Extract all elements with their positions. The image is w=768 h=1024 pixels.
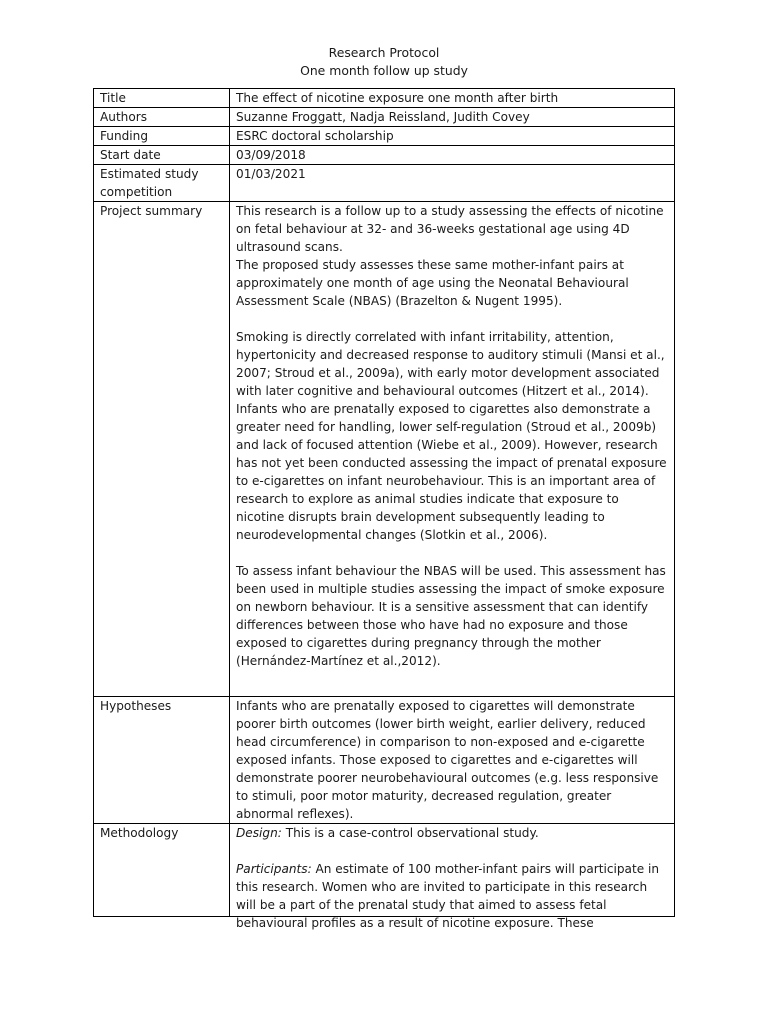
row-label: Methodology <box>94 824 230 917</box>
row-value: The effect of nicotine exposure one month after birth <box>230 89 675 108</box>
participants-text: An estimate of 100 mother-infant pairs will participate in this research. Women who are invited to participate in this research will be a part of the prenatal study that aimed to assess fetal behavioural profiles as a result of nicotine exposure. These <box>236 862 660 930</box>
row-label: Title <box>94 89 230 108</box>
row-value: Suzanne Froggatt, Nadja Reissland, Judith Covey <box>230 108 675 127</box>
participants-label: Participants: <box>236 862 312 876</box>
summary-paragraph-4: To assess infant behaviour the NBAS will be used. This assessment has been used in multiple studies assessing the impact of smoke exposure on newborn behaviour. It is a sensitive assessment that can identify differences between those who have had no exposure and those exposed to cigarettes during pregnancy through the mother (Hernández-Martínez et al.,2012). <box>236 564 666 668</box>
row-value: 03/09/2018 <box>230 146 675 165</box>
row-label: Hypotheses <box>94 697 230 824</box>
table-row-funding <box>94 127 675 146</box>
document-title <box>0 44 768 80</box>
row-label: Project summary <box>94 202 230 697</box>
table-row-hypotheses <box>94 697 675 824</box>
row-label: Authors <box>94 108 230 127</box>
table-row-estimated-completion <box>94 165 675 202</box>
summary-paragraph-3: Smoking is directly correlated with infant irritability, attention, hypertonicity and decreased response to auditory stimuli (Mansi et al., 2007; Stroud et al., 2009a), with early motor development associated with later cognitive and behavioural outcomes (Hitzert et al., 2014). Infants who are prenatally exposed to cigarettes also demonstrate a greater need for handling, lower self-regulation (Stroud et al., 2009b) and lack of focused attention (Wiebe et al., 2009). However, research has not yet been conducted assessing the impact of prenatal exposure to e-cigarettes on infant neurobehaviour. This is an important area of research to explore as animal studies indicate that exposure to nicotine disrupts brain development subsequently leading to neurodevelopmental changes (Slotkin et al., 2006). <box>236 330 667 542</box>
design-label: Design: <box>236 826 282 840</box>
row-value: Infants who are prenatally exposed to cigarettes will demonstrate poorer birth outcomes (lower birth weight, earlier delivery, reduced head circumference) in comparison to non-exposed and e-cigarette exposed infants. Those exposed to cigarettes and e-cigarettes will demonstrate poorer neurobehavioural outcomes (e.g. less responsive to stimuli, poor motor maturity, decreased regulation, greater abnormal reflexes). <box>230 697 675 824</box>
design-text: This is a case-control observational study. <box>281 826 539 840</box>
row-value: ESRC doctoral scholarship <box>230 127 675 146</box>
title-line-2: One month follow up study <box>300 63 468 78</box>
summary-paragraph-1: This research is a follow up to a study assessing the effects of nicotine on fetal behaviour at 32- and 36-weeks gestational age using 4D ultrasound scans. <box>236 204 664 254</box>
table-row-title <box>94 89 675 108</box>
row-value: 01/03/2021 <box>230 165 675 202</box>
row-label: Estimated study competition <box>94 165 230 202</box>
row-label: Start date <box>94 146 230 165</box>
design-paragraph <box>236 824 670 842</box>
protocol-table <box>93 88 675 930</box>
table-row-authors <box>94 108 675 127</box>
summary-paragraph-2: The proposed study assesses these same mother-infant pairs at approximately one month of age using the Neonatal Behavioural Assessment Scale (NBAS) (Brazelton & Nugent 1995). <box>236 258 629 308</box>
row-value <box>230 202 675 697</box>
table-row-methodology <box>94 824 675 917</box>
participants-paragraph <box>236 860 670 932</box>
table-row-start-date <box>94 146 675 165</box>
row-value <box>230 824 675 930</box>
table-row-project-summary <box>94 202 675 697</box>
title-line-1: Research Protocol <box>328 45 440 60</box>
row-label: Funding <box>94 127 230 146</box>
